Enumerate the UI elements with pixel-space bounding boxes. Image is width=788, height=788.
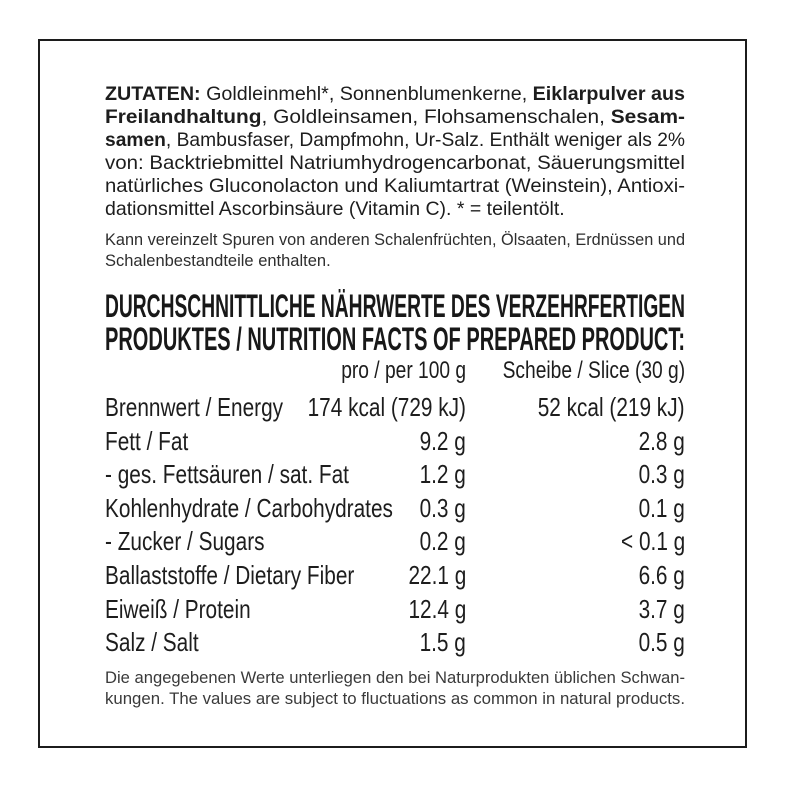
nutrient-value-slice: 3.7 g xyxy=(638,593,685,624)
nutrition-title-row xyxy=(105,323,685,356)
nutrient-value-slice: 52 kcal (219 kJ) xyxy=(538,392,685,422)
disclaimer-line-1: Die angegebenen Werte unterliegen den bei Naturprodukten üblichen Schwan- xyxy=(105,668,686,687)
nutrient-label: Ballaststoffe / Dietary Fiber xyxy=(105,559,355,590)
table-row-salt xyxy=(105,626,685,660)
nutrient-label: - ges. Fettsäuren / sat. Fat xyxy=(105,459,349,490)
nutrient-value-slice: 2.8 g xyxy=(638,425,685,456)
text-segment: , Bambusfaser, Dampfmohn, Ur-Salz. Enthält weniger als 2% xyxy=(165,129,685,151)
text-segment: Goldleinmehl*, Sonnenblumenkerne, xyxy=(200,83,533,105)
disclaimer-note xyxy=(105,668,685,711)
ingredients-line-2 xyxy=(105,106,685,129)
nutrient-label: Brennwert / Energy xyxy=(105,392,284,422)
allergen-line xyxy=(105,230,685,251)
ingredients-line xyxy=(105,152,685,175)
nutrient-value-slice: 6.6 g xyxy=(638,559,685,590)
nutrient-label: Eiweiß / Protein xyxy=(105,593,251,624)
nutrient-value-per100g: 1.2 g xyxy=(419,459,466,490)
table-row-saturated-fat xyxy=(105,458,685,492)
ingredients-line xyxy=(105,129,685,152)
column-header-slice: Scheibe / Slice (30 g) xyxy=(502,357,685,384)
disclaimer-line xyxy=(105,668,685,690)
disclaimer-line xyxy=(105,689,685,711)
allergen-line-2: Schalenbestandteile enthalten. xyxy=(105,252,331,270)
nutrient-value-per100g: 1.5 g xyxy=(419,627,466,658)
nutrition-title-row xyxy=(105,290,685,323)
nutrition-title-line-2: PRODUKTES / NUTRITION FACTS OF PREPARED PRODUCT: xyxy=(105,321,686,357)
table-row-protein xyxy=(105,593,685,627)
bold-segment: Freilandhaltung xyxy=(105,106,262,128)
nutrient-value-per100g: 0.3 g xyxy=(419,492,466,523)
bold-segment: Sesam- xyxy=(610,106,685,128)
nutrition-title xyxy=(105,290,685,356)
text-segment: , Goldleinsamen, Flohsamenschalen, xyxy=(261,106,611,128)
label-content xyxy=(105,0,685,711)
bold-segment: Eiklarpulver aus xyxy=(532,83,685,105)
bold-segment: samen xyxy=(105,129,166,151)
nutrient-value-per100g: 0.2 g xyxy=(419,526,466,557)
ingredients-line xyxy=(105,198,685,221)
ingredients-line-1 xyxy=(105,83,685,106)
nutrition-table xyxy=(105,391,685,660)
nutrient-value-per100g: 9.2 g xyxy=(419,425,466,456)
ingredients-line xyxy=(105,106,685,129)
nutrient-value-slice: < 0.1 g xyxy=(620,526,685,557)
ingredients-line-6: dationsmittel Ascorbinsäure (Vitamin C). * = teilentölt. xyxy=(105,198,565,220)
disclaimer-line-2: kungen. The values are subject to fluctuations as common in natural products. xyxy=(105,690,685,709)
ingredients-line-4: von: Backtriebmittel Natriumhydrogencarbonat, Säuerungsmittel xyxy=(105,152,685,174)
nutrient-value-per100g: 12.4 g xyxy=(408,593,466,624)
table-row-fiber xyxy=(105,559,685,593)
ingredients-line xyxy=(105,175,685,198)
nutrient-label: Kohlenhydrate / Carbohydrates xyxy=(105,492,393,523)
nutrition-title-line-1: DURCHSCHNITTLICHE NÄHRWERTE DES VERZEHRFERTIGEN xyxy=(105,288,686,324)
ingredients-line-5: natürliches Gluconolacton und Kaliumtartrat (Weinstein), Antioxi- xyxy=(105,175,686,197)
nutrient-label: - Zucker / Sugars xyxy=(105,526,265,557)
ingredients-section xyxy=(105,83,685,221)
nutrient-value-slice: 0.5 g xyxy=(638,627,685,658)
ingredients-line-3 xyxy=(105,129,685,152)
nutrient-value-per100g: 174 kcal (729 kJ) xyxy=(307,392,466,422)
nutrient-value-slice: 0.1 g xyxy=(638,492,685,523)
nutrient-value-per100g: 22.1 g xyxy=(408,559,466,590)
nutrient-label: Salz / Salt xyxy=(105,627,199,658)
nutrition-column-headers xyxy=(105,357,685,385)
nutrient-label: Fett / Fat xyxy=(105,425,189,456)
column-header-per-100g: pro / per 100 g xyxy=(341,357,466,384)
table-row-energy xyxy=(105,391,685,425)
allergen-line-1: Kann vereinzelt Spuren von anderen Schalenfrüchten, Ölsaaten, Erdnüssen und xyxy=(105,231,686,249)
ingredients-heading: ZUTATEN: xyxy=(105,83,201,105)
allergen-note xyxy=(105,230,685,272)
table-row-fat xyxy=(105,425,685,459)
table-row-sugars xyxy=(105,525,685,559)
table-row-carbohydrates xyxy=(105,492,685,526)
ingredients-line xyxy=(105,83,685,106)
allergen-line xyxy=(105,251,685,272)
nutrient-value-slice: 0.3 g xyxy=(638,459,685,490)
